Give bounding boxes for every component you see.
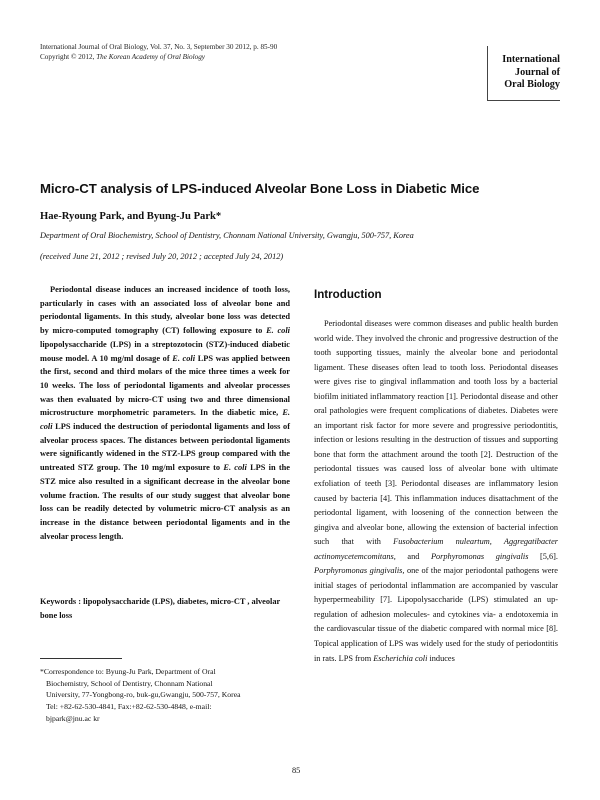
species-name: Escherichia coli [373, 653, 428, 663]
species-name: Porphyromonas gingivalis [430, 551, 529, 561]
citation-line: International Journal of Oral Biology, Vol. 37, No. 3, September 30 2012, p. 85-90 [40, 43, 278, 51]
author-affiliation: Department of Oral Biochemistry, School of Dentistry, Chonnam National University, Gwangju, 500-757, Korea [40, 231, 414, 240]
abstract [40, 283, 290, 543]
species-name: E. coli [266, 326, 290, 336]
article-authors: Hae-Ryoung Park, and Byung-Ju Park* [40, 211, 222, 222]
abstract-part: LPS induced the destruction of periodontal ligaments and loss of alveolar process spaces. The distances between periodontal ligaments were significantly widened in the STZ-LPS group compared with the untreated STZ group. The 10 mg/ml exposure to [40, 422, 290, 473]
intro-text: [5,6]. [528, 551, 558, 561]
abstract-part: LPS was applied between the first, second and third molars of the mice three times a week for 10 weeks. The loss of periodontal ligaments and alveolar processes was then evaluated by micro-CT using two and three dimensional microstructure morphometric parameters. In the diabetic mice, [40, 353, 291, 418]
journal-name-line: Oral Biology [504, 79, 560, 90]
received-dates: (received June 21, 2012 ; revised July 20, 2012 ; accepted July 24, 2012) [40, 252, 284, 261]
copyright-line [40, 52, 277, 62]
abstract-part: LPS in the STZ mice also resulted in a significant decrease in the alveolar bone volume fraction. The results of our study suggest that alveolar bone loss can be readily detected by volumetric micro-CT analysis as an increase in the distance between periodontal ligaments and in the alveolar process length. [40, 463, 290, 541]
journal-name-line: Journal of [515, 66, 560, 78]
species-name: Porphyromonas gingivalis, [314, 566, 405, 576]
footnote-line: University, 77-Yongbong-ro, buk-gu,Gwangju, 500-757, Korea [46, 690, 241, 700]
page-number: 85 [292, 766, 301, 775]
copyright-holder: The Korean Academy of Oral Biology [96, 53, 205, 61]
footnote-line: Biochemistry, School of Dentistry, Chonnam National [46, 678, 213, 688]
species-name: E. coli [172, 353, 196, 363]
correspondence-footnote [40, 666, 290, 725]
intro-text: Periodontal diseases were common diseases and public health burden world wide. They involved the chronic and progressive destruction of the tooth supporting tissues, mainly the alveolar bone and periodontal ligament. These diseases often lead to tooth loss. Periodontal diseases were gives rise to gingival inflammation and tooth loss by a bacterial biofilm initiated inflammatory reaction [1]. Periodontal disease and other oral pathologies were frequent complications of diabetes. Diabetes were an important risk factor for more severe and progressive periodontitis, infection or lesions resulting in the destruction of tissues and supporting bone that form the attachment around the tooth [2]. Destruction of the periodontal tissues was caused loss of alveolar bone with ultimate exfoliation of teeth [3]. Periodontal diseases are inflammatory lesion caused by bacteria [4]. This inflammation induces disattachment of the periodontal ligament, with loosening of the connection between the gingiva and alveolar bone, allowing the extension of bacterial infection such that with [314, 319, 558, 547]
abstract-part: Periodontal disease induces an increased incidence of tooth loss, particularly in cases with an associated loss of alveolar bone and periodontal ligaments. In this study, alveolar bone loss was detected by micro-computed tomography (CT) following exposure to [40, 285, 290, 336]
intro-text: and [395, 551, 431, 561]
journal-name [502, 54, 560, 92]
footnote-line: Tel: +82-62-530-4841, Fax:+82-62-530-4848, e-mail: [46, 702, 212, 712]
keywords: Keywords : lipopolysaccharide (LPS), diabetes, micro-CT , alveolar bone loss [40, 597, 281, 620]
footnote-divider [40, 658, 122, 659]
intro-text: one of the major periodontal pathogens were initial stages of periodontal inflammation are accompanied by vascular hyperpermeability [7]. Lipopolysaccharide (LPS) stimulated an up-regulation of adhesion molecules- and cytokines via- a endotoxemia in the cardiovascular tissue of the diabetic compared with normal mice [8]. Topical application of LPS was widely used for the study of periodontitis in rats. LPS from [314, 566, 558, 663]
journal-name-box [487, 46, 560, 101]
copyright-prefix: Copyright [40, 53, 71, 61]
footnote-email: bjpark@jnu.ac kr [46, 713, 100, 723]
article-title: Micro-CT analysis of LPS-induced Alveolar Bone Loss in Diabetic Mice [40, 181, 480, 196]
introduction-heading: Introduction [314, 288, 382, 301]
introduction-paragraph [314, 317, 558, 666]
footnote-line: *Correspondence to: Byung-Ju Park, Department of Oral [40, 667, 216, 676]
species-name: E. coli [40, 408, 290, 432]
intro-text: induces [427, 653, 455, 663]
abstract-text [40, 283, 290, 543]
abstract-part: lipopolysaccharide (LPS) in a streptozotocin (STZ)-induced diabetic mouse model. A 10 mg/ml dosage of [40, 339, 290, 363]
introduction-body [314, 317, 558, 666]
copyright-year: 2012, [76, 53, 97, 61]
species-name: Fusobacterium nuleartum, Aggregatibacter actinomycetemcomitans, [314, 537, 558, 561]
copyright-symbol: © [70, 53, 77, 61]
journal-header [40, 42, 277, 62]
species-name: E. coli [223, 463, 247, 473]
journal-name-line: International [502, 54, 560, 65]
